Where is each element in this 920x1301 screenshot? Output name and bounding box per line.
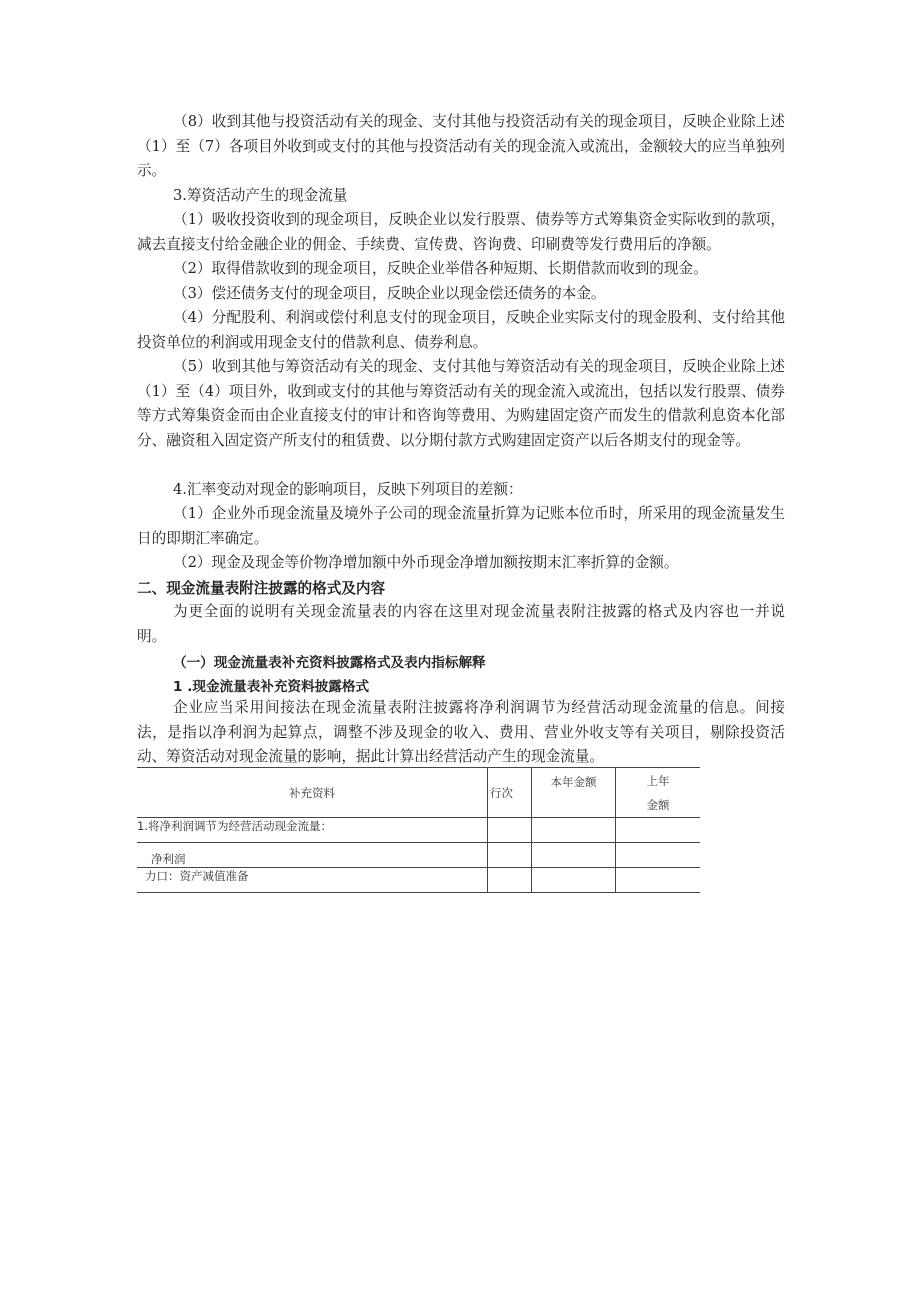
table-header-row bbox=[137, 768, 700, 818]
indirect-method-description: 企业应当采用间接法在现金流量表附注披露将净利润调节为经营活动现金流量的信息。间接法，是指以净利润为起算点，调整不涉及现金的收入、费用、营业外收支等有关项目，剔除投资活动、筹资活动对现金流量的影响，据此计算出经营活动产生的现金流量。 bbox=[137, 699, 785, 765]
exchange-item-1: （1）企业外币现金流量及境外子公司的现金流量折算为记账本位币时，所采用的现金流量发生日的即期汇率确定。 bbox=[137, 505, 785, 547]
header-prior-year-line1: 上年 bbox=[646, 773, 670, 788]
row-current-year bbox=[532, 868, 616, 893]
header-supplementary-info: 补充资料 bbox=[137, 768, 488, 818]
table-row bbox=[137, 843, 700, 868]
section-2-heading: 二、现金流量表附注披露的格式及内容 bbox=[137, 580, 386, 597]
financing-item-1: （1）吸收投资收到的现金项目，反映企业以发行股票、债券等方式筹集资金实际收到的款项，减去直接支付给金融企业的佣金、手续费、宣传费、咨询费、印刷费等发行费用后的净额。 bbox=[137, 211, 785, 253]
row-item: 1.将净利润调节为经营活动现金流量： bbox=[137, 818, 488, 843]
subsection-1-heading: （一）现金流量表补充资料披露格式及表内指标解释 bbox=[173, 655, 486, 671]
row-line-number bbox=[488, 843, 532, 868]
row-prior-year bbox=[616, 868, 701, 893]
table-row bbox=[137, 868, 700, 893]
row-current-year bbox=[532, 843, 616, 868]
row-current-year bbox=[532, 818, 616, 843]
header-prior-year-line2: 金额 bbox=[646, 797, 670, 812]
row-item: 力口：资产减值准备 bbox=[137, 868, 488, 893]
investing-item-8: （8）收到其他与投资活动有关的现金、支付其他与投资活动有关的现金项目，反映企业除上述（1）至（7）各项目外收到或支付的其他与投资活动有关的现金流入或流出，金额较大的应当单独列示。 bbox=[137, 113, 785, 179]
header-current-year: 本年金额 bbox=[532, 768, 616, 818]
row-item: 净利润 bbox=[137, 843, 488, 868]
row-line-number bbox=[488, 868, 532, 893]
financing-item-4: （4）分配股利、利润或偿付利息支付的现金项目，反映企业实际支付的现金股利、支付给其他投资单位的利润或用现金支付的借款利息、债券利息。 bbox=[137, 309, 785, 351]
supplementary-info-table bbox=[137, 767, 700, 893]
subsection-1-1-heading: 1 .现金流量表补充资料披露格式 bbox=[173, 679, 370, 695]
financing-heading: 3.筹资活动产生的现金流量 bbox=[173, 187, 348, 204]
header-prior-year bbox=[616, 768, 701, 818]
header-line-number: 行次 bbox=[488, 768, 532, 818]
table-row bbox=[137, 818, 700, 843]
financing-item-5: （5）收到其他与筹资活动有关的现金、支付其他与筹资活动有关的现金项目，反映企业除上述（1）至（4）项目外，收到或支付的其他与筹资活动有关的现金流入或流出，包括以发行股票、债券等方式筹集资金而由企业直接支付的审计和咨询等费用、为购建固定资产而发生的借款利息资本化部分、融资租入固定资产所支付的租赁费、以分期付款方式购建固定资产以后各期支付的现金等。 bbox=[137, 358, 785, 449]
row-prior-year bbox=[616, 843, 701, 868]
row-prior-year bbox=[616, 818, 701, 843]
financing-item-2: （2）取得借款收到的现金项目，反映企业举借各种短期、长期借款而收到的现金。 bbox=[173, 260, 708, 277]
section-2-intro: 为更全面的说明有关现金流量表的内容在这里对现金流量表附注披露的格式及内容也一并说明。 bbox=[137, 603, 785, 645]
row-line-number bbox=[488, 818, 532, 843]
financing-item-3: （3）偿还债务支付的现金项目，反映企业以现金偿还债务的本金。 bbox=[173, 285, 606, 302]
exchange-item-2: （2）现金及现金等价物净增加额中外币现金净增加额按期末汇率折算的金额。 bbox=[173, 554, 679, 571]
exchange-heading: 4.汇率变动对现金的影响项目，反映下列项目的差额： bbox=[173, 481, 523, 498]
